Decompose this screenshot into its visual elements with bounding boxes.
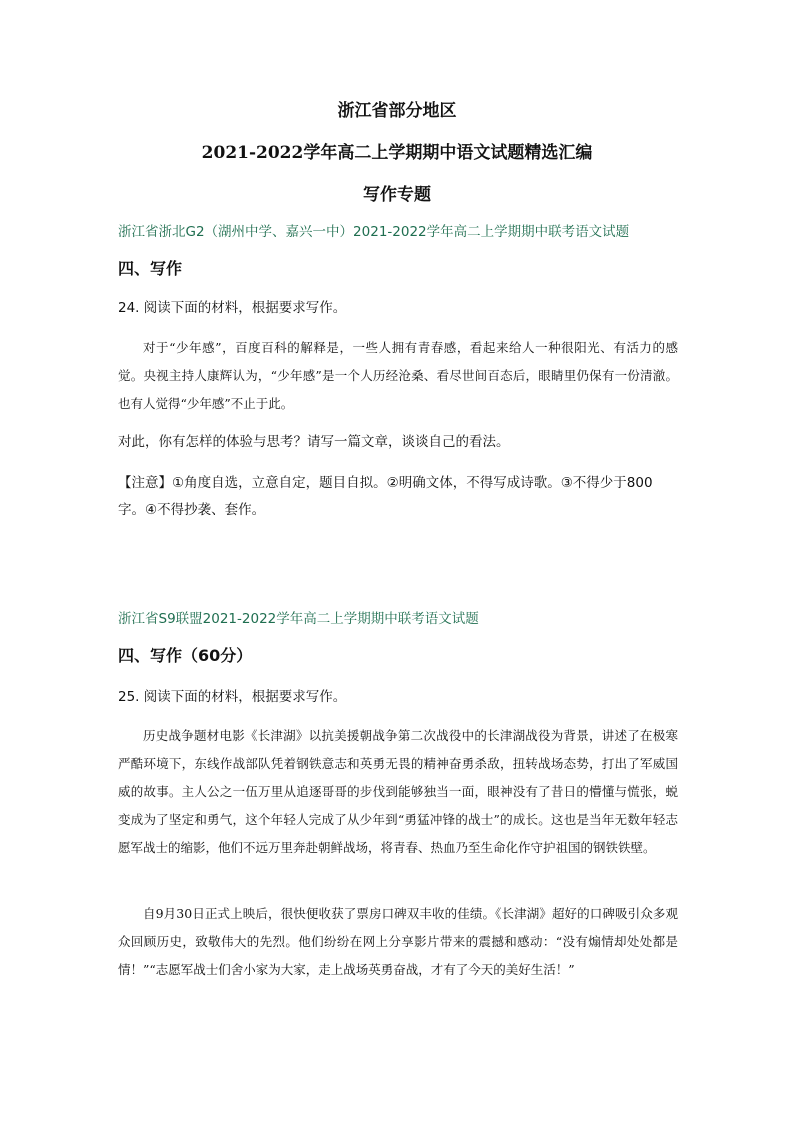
section-heading-2: 四、写作（60分） — [118, 646, 253, 665]
exam-source-1: 浙江省浙北G2（湖州中学、嘉兴一中）2021-2022学年高二上学期期中联考语文试题 — [118, 224, 630, 240]
material-text-2-paragraph-2: 自9月30日正式上映后，很快便收获了票房口碑双丰收的佳绩。《长津湖》超好的口碑吸引众多观众回顾历史，致敬伟大的先烈。他们纷纷在网上分享影片带来的震撼和感动：“没有煽情却处处都是情！”“志愿军战士们舍小家为大家，走上战场英勇奋战，才有了今天的美好生活！” — [118, 906, 678, 977]
section-heading-1: 四、写作 — [118, 259, 183, 278]
document-title-region: 浙江省部分地区 — [337, 101, 457, 121]
document-title-main: 2021-2022学年高二上学期期中语文试题精选汇编 — [201, 143, 593, 163]
question-25: 25. 阅读下面的材料，根据要求写作。 — [118, 689, 347, 705]
material-text-2-paragraph-1: 历史战争题材电影《长津湖》以抗美援朝战争第二次战役中的长津湖战役为背景，讲述了在极寒严酷环境下，东线作战部队凭着钢铁意志和英勇无畏的精神奋勇杀敌，扭转战场态势，打出了军威国威的故事。主人公之一伍万里从追逐哥哥的步伐到能够独当一面，眼神没有了昔日的懵懂与慌张，蜕变成为了坚定和勇气，这个年轻人完成了从少年到“勇猛冲锋的战士”的成长。这也是当年无数年轻志愿军战士的缩影，他们不远万里奔赴朝鲜战场，将青春、热血乃至生命化作守护祖国的钢铁铁壁。 — [118, 728, 678, 855]
document-title-topic: 写作专题 — [363, 185, 431, 205]
question-24: 24. 阅读下面的材料，根据要求写作。 — [118, 300, 347, 316]
writing-prompt-1: 对此，你有怎样的体验与思考？请写一篇文章，谈谈自己的看法。 — [118, 434, 510, 450]
material-text-1: 对于“少年感”，百度百科的解释是，一些人拥有青春感，看起来给人一种很阳光、有活力的感觉。央视主持人康辉认为，“少年感”是一个人历经沧桑、看尽世间百态后，眼睛里仍保有一份清澈。也有人觉得“少年感”不止于此。 — [118, 340, 678, 411]
writing-note-1: 【注意】①角度自选，立意自定，题目自拟。②明确文体，不得写成诗歌。③不得少于800字。④不得抄袭、套作。 — [118, 475, 653, 518]
exam-source-2: 浙江省S9联盟2021-2022学年高二上学期期中联考语文试题 — [118, 611, 479, 627]
